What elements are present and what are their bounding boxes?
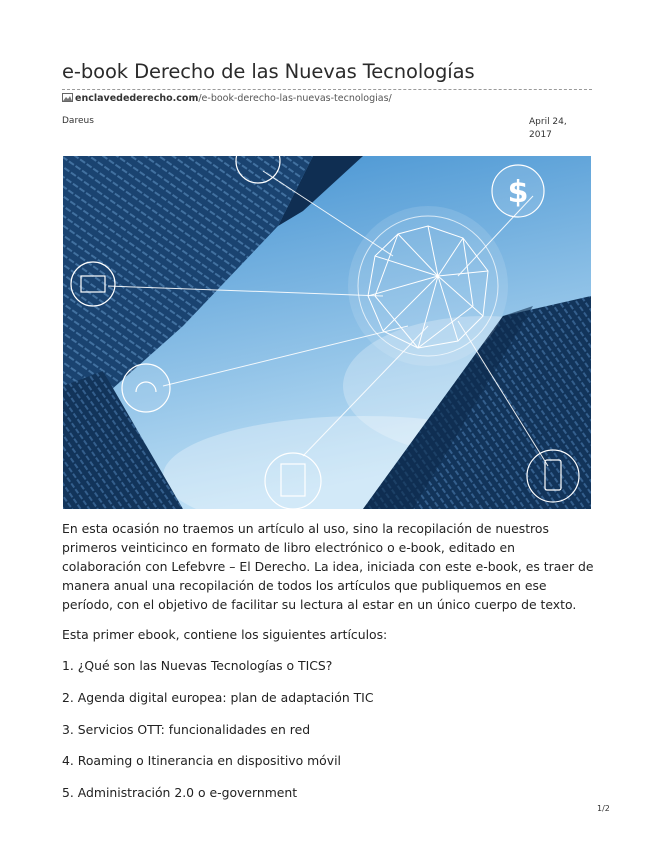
author: Dareus — [62, 116, 94, 126]
source-path[interactable]: /e-book-derecho-las-nuevas-tecnologias/ — [198, 93, 392, 104]
hero-image — [63, 156, 591, 509]
list-item: 2. Agenda digital europea: plan de adaptación TIC — [62, 690, 374, 705]
dollar-symbol: $ — [507, 175, 529, 210]
list-item: 3. Servicios OTT: funcionalidades en red — [62, 722, 311, 737]
date-line-2: 2017 — [529, 130, 552, 140]
source-domain[interactable]: enclavedederecho.com — [75, 93, 199, 104]
page-number: 1/2 — [597, 804, 610, 813]
image-icon — [62, 93, 73, 102]
title-divider — [62, 89, 592, 90]
list-item: 5. Administración 2.0 o e-government — [62, 785, 298, 800]
article-list-intro: Esta primer ebook, contiene los siguientes artículos: — [62, 627, 388, 642]
headset-node-icon — [122, 364, 170, 412]
list-item: 4. Roaming o Itinerancia en dispositivo móvil — [62, 753, 341, 768]
article-title: e-book Derecho de las Nuevas Tecnologías — [62, 60, 475, 83]
list-item: 1. ¿Qué son las Nuevas Tecnologías o TICS? — [62, 658, 333, 673]
source-link[interactable] — [62, 93, 392, 104]
date-line-1: April 24, — [529, 117, 567, 127]
publish-date — [529, 116, 579, 142]
article-body: En esta ocasión no traemos un artículo al uso, sino la recopilación de nuestros primeros veinticinco en formato de libro electrónico o e-book, editado en colaboración con Lefebvre – El Derecho. La idea, iniciada con este e-book, es traer de manera anual una recopilación de todos los artículos que publiquemos en ese período, con el objetivo de facilitar su lectura al estar en un único cuerpo de texto. — [62, 521, 594, 612]
